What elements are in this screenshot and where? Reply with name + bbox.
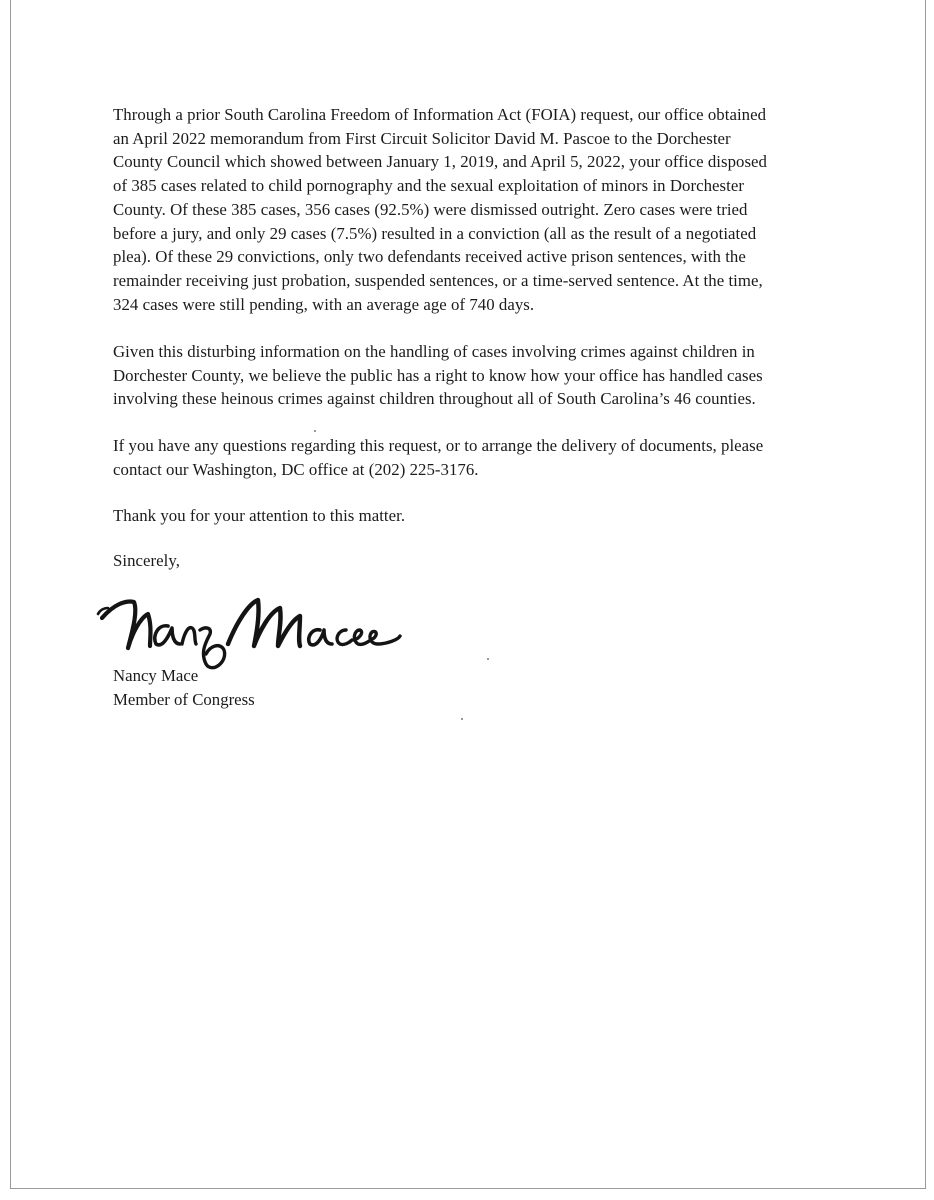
text-line: before a jury, and only 29 cases (7.5%) resulted in a conviction (all as the result of a negotiated	[113, 223, 757, 243]
text-line: County. Of these 385 cases, 356 cases (92.5%) were dismissed outright. Zero cases were tried	[113, 199, 748, 219]
paragraph-foia-findings	[113, 103, 843, 316]
text-line: Given this disturbing information on the handling of cases involving crimes against children in	[113, 341, 755, 361]
salutation: Sincerely,	[113, 550, 180, 570]
paragraph-contact-info	[113, 434, 843, 481]
closing-line: Thank you for your attention to this matter.	[113, 505, 406, 525]
signer-block	[113, 664, 255, 712]
scan-speck	[487, 658, 489, 660]
text-line: involving these heinous crimes against children throughout all of South Carolina’s 46 counties.	[113, 389, 756, 409]
text-line: contact our Washington, DC office at (202) 225-3176.	[113, 460, 479, 480]
signer-name: Nancy Mace	[113, 666, 199, 685]
text-line: Through a prior South Carolina Freedom of Information Act (FOIA) request, our office obtained	[113, 105, 767, 124]
text-line: remainder receiving just probation, suspended sentences, or a time-served sentence. At the time,	[113, 270, 763, 290]
text-line: an April 2022 memorandum from First Circuit Solicitor David M. Pascoe to the Dorchester	[113, 128, 731, 148]
letter-body	[113, 103, 843, 572]
text-line: of 385 cases related to child pornography and the sexual exploitation of minors in Dorchester	[113, 176, 744, 196]
text-line: plea). Of these 29 convictions, only two defendants received active prison sentences, with the	[113, 247, 746, 267]
text-line: County Council which showed between January 1, 2019, and April 5, 2022, your office disposed	[113, 152, 767, 172]
paragraph-request-rationale	[113, 340, 843, 411]
text-line: Dorchester County, we believe the public has a right to know how your office has handled cases	[113, 365, 763, 385]
text-line: If you have any questions regarding this request, or to arrange the delivery of documents, please	[113, 436, 764, 456]
text-line: 324 cases were still pending, with an average age of 740 days.	[113, 294, 535, 314]
scan-speck	[461, 718, 463, 720]
signer-title: Member of Congress	[113, 690, 255, 709]
